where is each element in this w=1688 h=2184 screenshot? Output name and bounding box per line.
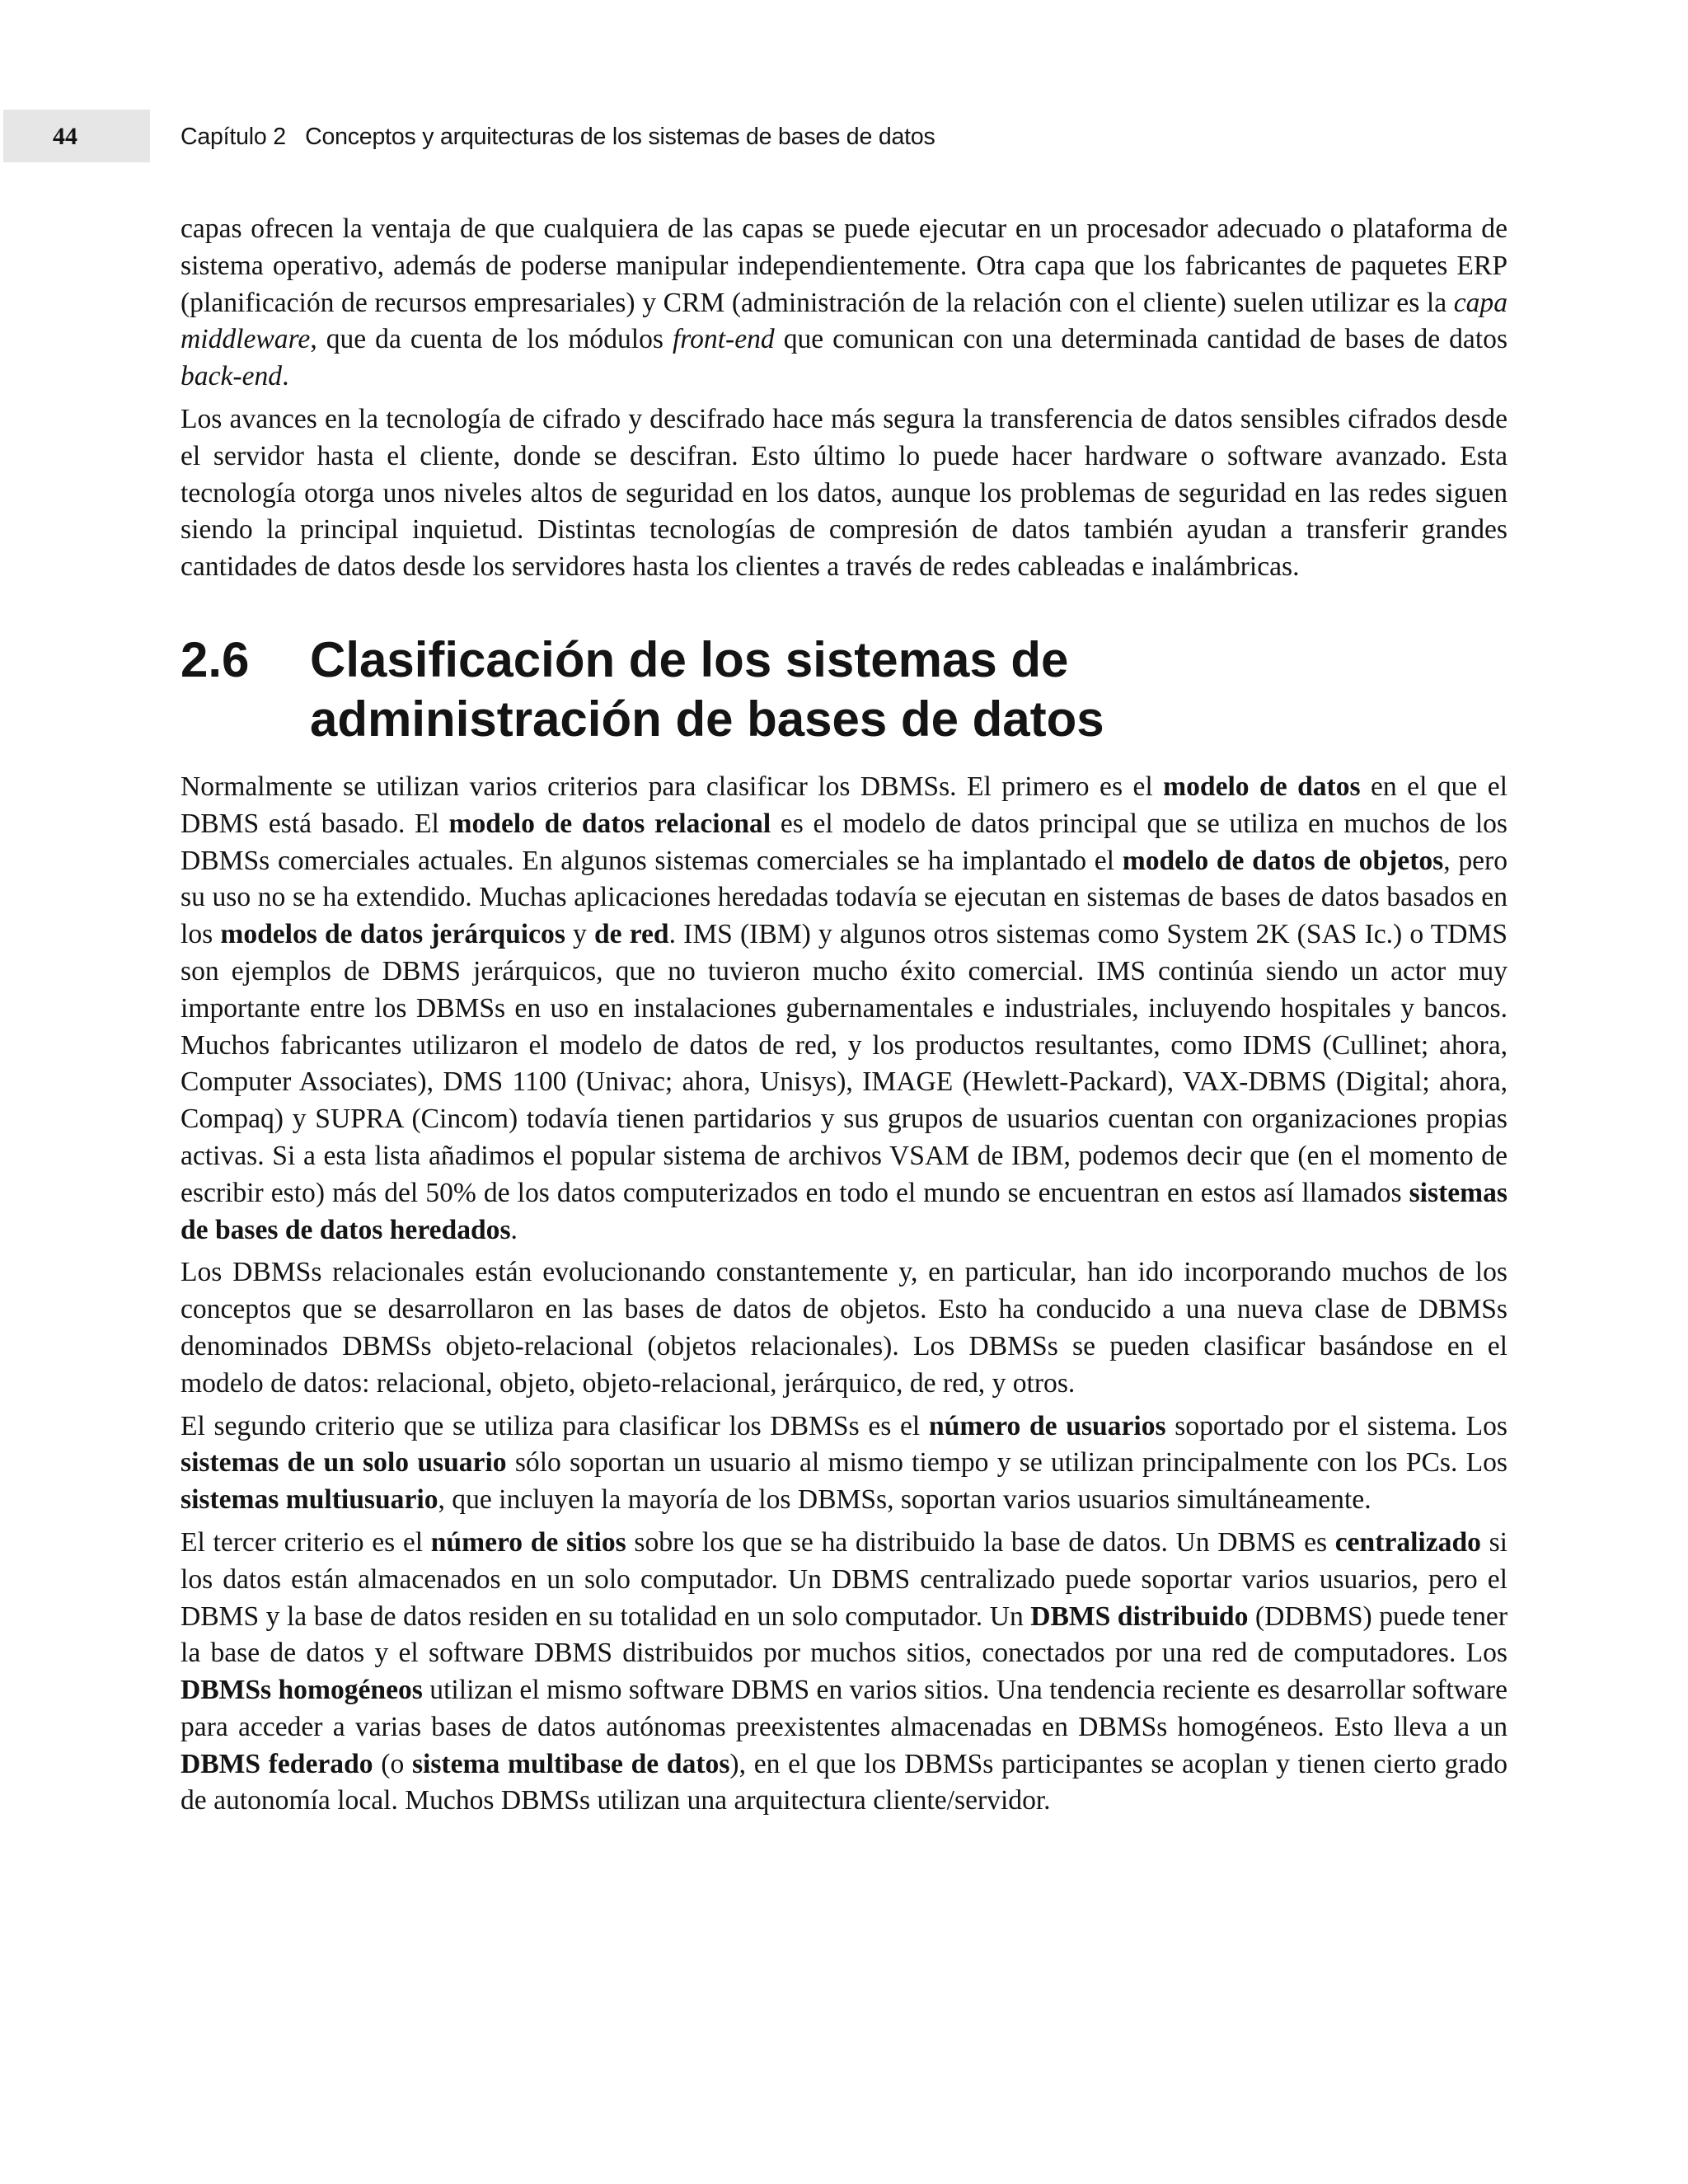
- intro-paragraph-2: Los avances en la tecnología de cifrado y descifrado hace más segura la transferencia de datos sensibles cifrados desde el servidor hasta el cliente, donde se descifran. Esto último lo puede hacer hardware o software avanzado. Esta tecnología otorga unos niveles altos de seguridad en los datos, aunque los problemas de seguridad en las redes siguen siendo la principal inquietud. Distintas tecnologías de compresión de datos también ayudan a transferir grandes cantidades de datos desde los servidores hasta los clientes a través de redes cableadas e inalámbricas.: [181, 403, 1507, 583]
- key-term: modelos de datos jerárquicos: [220, 919, 565, 950]
- key-term: sistemas de bases de datos heredados: [181, 1177, 1507, 1245]
- section-paragraph-4: El tercer criterio es el número de sitios sobre los que se ha distribuido la base de datos. Un DBMS es centralizado si los datos están almacenados en un solo computador. Un DBMS centralizado puede soportar varios usuarios, pero el DBMS y la base de datos residen en su totalidad en un solo computador. Un DBMS distribuido (DDBMS) puede tener la base de datos y el software DBMS distribuidos por muchos sitios, conectados por una red de computadores. Los DBMSs homogéneos utilizan el mismo software DBMS en varios sitios. Una tendencia reciente es desarrollar software para acceder a varias bases de datos autónomas preexistentes almacenadas en DBMSs homogéneos. Esto lleva a un DBMS federado (o sistema multibase de datos), en el que los DBMSs participantes se acoplan y tienen cierto grado de autonomía local. Muchos DBMSs utilizan una arquitectura cliente/servidor.: [181, 1526, 1508, 1816]
- section-paragraph-1: Normalmente se utilizan varios criterios para clasificar los DBMSs. El primero es el modelo de datos en el que el DBMS está basado. El modelo de datos relacional es el modelo de datos principal que se utiliza en muchos de los DBMSs comerciales actuales. En algunos sistemas comerciales se ha implantado el modelo de datos de objetos, pero su uso no se ha extendido. Muchas aplicaciones heredadas todavía se ejecutan en sistemas de bases de datos basados en los modelos de datos jerárquicos y de red. IMS (IBM) y algunos otros sistemas como System 2K (SAS Ic.) o TDMS son ejemplos de DBMS jerárquicos, que no tuvieron mucho éxito comercial. IMS continúa siendo un actor muy importante entre los DBMSs en uso en instalaciones gubernamentales e industriales, incluyendo hospitales y bancos. Muchos fabricantes utilizaron el modelo de datos de red, y los productos resultantes, como IDMS (Cullinet; ahora, Computer Associates), DMS 1100 (Univac; ahora, Unisys), IMAGE (Hewlett-Packard), VAX-DBMS (Digital; ahora, Compaq) y SUPRA (Cincom) todavía tienen partidarios y sus grupos de usuarios cuentan con organizaciones propias activas. Si a esta lista añadimos el popular sistema de archivos VSAM de IBM, podemos decir que (en el momento de escribir esto) más del 50% de los datos computerizados en todo el mundo se encuentran en estos así llamados sistemas de bases de datos heredados.: [181, 771, 1508, 1245]
- page-body: [181, 211, 1507, 1820]
- key-term: DBMSs homogéneos: [181, 1675, 423, 1706]
- key-term: modelo de datos relacional: [448, 808, 771, 839]
- key-term: modelo de datos: [1163, 771, 1361, 802]
- section-title: Clasificación de los sistemas de administración de bases de datos: [310, 631, 1104, 747]
- key-term: DBMS federado: [181, 1748, 373, 1779]
- key-term: número de sitios: [430, 1526, 626, 1558]
- key-term: DBMS distribuido: [1030, 1601, 1249, 1632]
- section-paragraph-3: El segundo criterio que se utiliza para clasificar los DBMSs es el número de usuarios soportado por el sistema. Los sistemas de un solo usuario sólo soportan un usuario al mismo tiempo y se utilizan principalmente con los PCs. Los sistemas multiusuario, que incluyen la mayoría de los DBMSs, soportan varios usuarios simultáneamente.: [181, 1410, 1507, 1516]
- emphasis: back-end: [181, 361, 283, 392]
- emphasis: capa middleware: [181, 287, 1507, 355]
- section-number: 2.6: [181, 631, 250, 687]
- intro-paragraph-1: capas ofrecen la ventaja de que cualquiera de las capas se puede ejecutar en un procesador adecuado o plataforma de sistema operativo, además de poderse manipular independientemente. Otra capa que los fabricantes de paquetes ERP (planificación de recursos empresariales) y CRM (administración de la relación con el cliente) suelen utilizar es la capa middleware, que da cuenta de los módulos front-end que comunican con una determinada cantidad de bases de datos back-end.: [181, 213, 1508, 392]
- emphasis: front-end: [672, 324, 775, 355]
- key-term: sistemas de un solo usuario: [181, 1447, 507, 1479]
- section-heading: [181, 630, 1507, 749]
- key-term: sistemas multiusuario: [181, 1484, 438, 1516]
- key-term: sistema multibase de datos: [411, 1748, 730, 1779]
- key-term: de red: [593, 919, 669, 950]
- section-paragraph-2: Los DBMSs relacionales están evolucionando constantemente y, en particular, han ido incorporando muchos de los conceptos que se desarrollaron en las bases de datos de objetos. Esto ha conducido a una nueva clase de DBMSs denominados DBMSs objeto-relacional (objetos relacionales). Los DBMSs se pueden clasificar basándose en el modelo de datos: relacional, objeto, objeto-relacional, jerárquico, de red, y otros.: [181, 1257, 1507, 1399]
- page-number: 44: [53, 123, 77, 150]
- key-term: modelo de datos de objetos: [1122, 845, 1444, 876]
- key-term: centralizado: [1334, 1526, 1481, 1558]
- key-term: número de usuarios: [928, 1410, 1166, 1441]
- running-head: Capítulo 2 Conceptos y arquitecturas de los sistemas de bases de datos: [181, 124, 935, 150]
